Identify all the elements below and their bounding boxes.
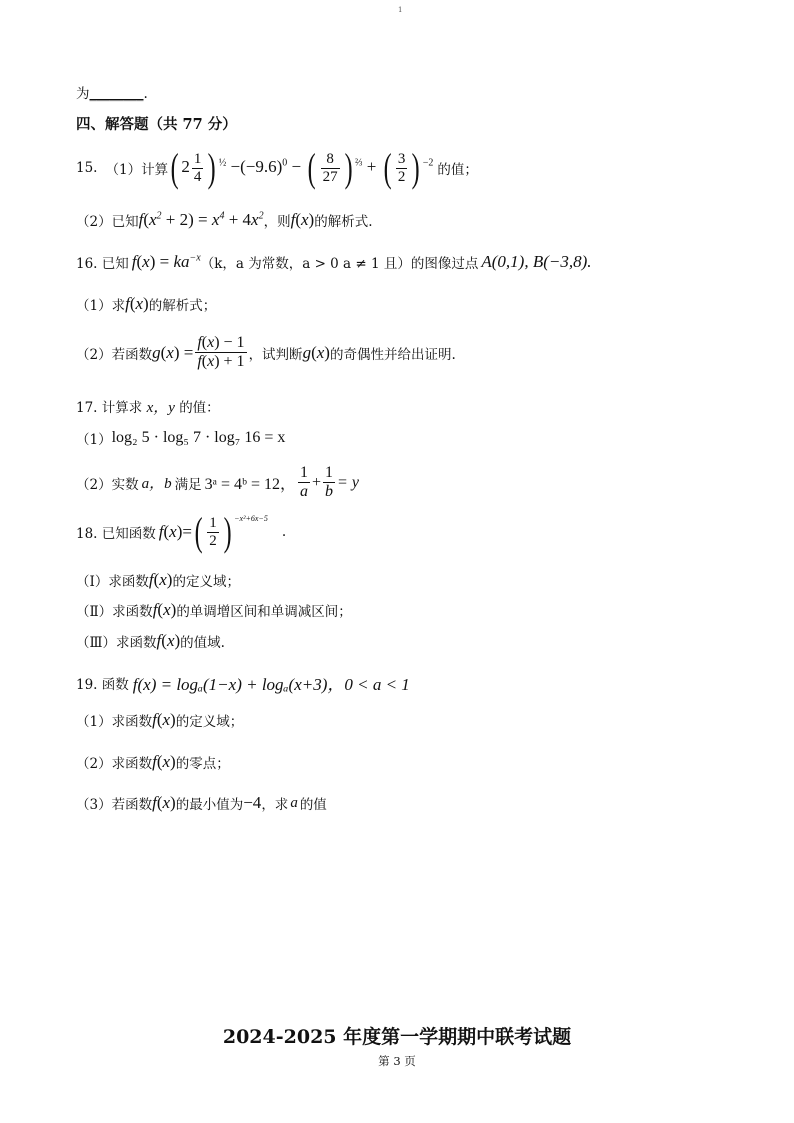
q17-intro [76, 396, 220, 417]
q19-part1-suffix: 的定义域； [175, 714, 244, 730]
q18-exponent: −x²+6x−5 [234, 514, 268, 523]
q16-part2-gx: g(x) = [152, 342, 194, 362]
q17-part2-end: = y [337, 473, 359, 491]
q18-part2-suffix: 的单调增区间和单调减区间； [176, 604, 352, 620]
q17-part2-equation: 3ᵃ = 4ᵇ = 12， [204, 476, 296, 493]
q18-part2-label: （Ⅱ）求函数 [76, 604, 153, 620]
q19-part2-label: （2）求函数 [76, 756, 153, 772]
header-mark: 1 [398, 6, 403, 14]
q15-part1-suffix: 的值； [437, 162, 478, 178]
q19-expression: f(x) = logₐ(1−x) + logₐ(x+3)，0 < a < 1 [132, 675, 410, 694]
q16-part1 [76, 294, 216, 314]
q19-part2 [76, 752, 230, 772]
q16-function: $f(x) = ka^{-x}$ [131, 252, 201, 271]
q16-points: A(0,1), B(−3,8). [481, 252, 592, 271]
q16-part2-suffix: ，试判断 [248, 346, 303, 363]
q17-part1 [76, 428, 285, 448]
q19-intro [76, 670, 410, 695]
q19-part3-fx: f(x) [152, 793, 176, 812]
q17-intro-suffix: 的值： [179, 400, 220, 416]
footer-title: 2024-2025 年度第一学期期中联考试题 [222, 1026, 572, 1048]
q18-right-paren: ) [223, 509, 232, 554]
q17-part2-frac-b: $\frac{1}{b}$ [325, 464, 334, 500]
q19-part3-var: a [290, 794, 298, 811]
q18-part3-suffix: 的值域. [180, 635, 225, 651]
q15-part2 [76, 210, 373, 230]
q19-intro-label: 19. 函数 [76, 676, 129, 693]
q16-part2-gx-ref: g(x) [302, 342, 330, 362]
q16-part2-label: （2）若函数 [76, 346, 153, 363]
q17-part1-label: （1） [76, 432, 112, 448]
q18-part2-fx: f(x) [152, 600, 177, 619]
q16-part2-end: 的奇偶性并给出证明. [329, 346, 456, 363]
q17-part1-expression: log₂ 5 · log₅ 7 · log₇ 16 = x [111, 429, 286, 446]
q18-part3 [76, 631, 225, 651]
q17-part2-label: （2）实数 [76, 476, 139, 493]
q18-part3-label: （Ⅲ）求函数 [76, 635, 157, 651]
q17-intro-vars: x，y [146, 400, 175, 416]
q18-part3-fx: f(x) [156, 631, 181, 650]
q16-part1-label: （1）求 [76, 298, 126, 314]
q17-intro-label: 17. 计算求 [76, 400, 143, 416]
q18-part2 [76, 600, 352, 620]
q19-part1-label: （1）求函数 [76, 714, 153, 730]
intro-blank: ________ [89, 86, 144, 102]
q18-part1 [76, 570, 240, 590]
q16-part2-fraction: $\frac{f(x) - 1}{f(x) + 1}$ [197, 334, 245, 370]
q19-part1-fx: f(x) [152, 710, 176, 729]
q18-intro-label: 18. 已知函数 [76, 526, 156, 542]
q15-part2-mid: ，则 [263, 214, 291, 230]
q17-part2-vars: a，b [141, 476, 172, 492]
q16-condition: （k，a 为常数，a > 0 a ≠ 1 且）的图像过点 [200, 256, 479, 272]
q17-part2-plus: + [312, 473, 322, 491]
q15-part1-label: （1）计算 [105, 162, 169, 178]
q17-part2 [76, 464, 359, 501]
q18-part1-fx: f(x) [148, 570, 173, 589]
q17-part2-frac-a: $\frac{1}{a}$ [300, 464, 308, 500]
intro-line [76, 82, 148, 102]
q18-base-fraction: $\frac{1}{2}$ [209, 514, 217, 549]
q19-part3-mid: 的最小值为 [175, 797, 244, 813]
q18-part1-suffix: 的定义域； [172, 574, 240, 590]
q19-part1 [76, 710, 243, 730]
q19-part3-label: （3）若函数 [76, 797, 153, 813]
q15-part1 [76, 145, 478, 190]
q16-part1-suffix: 的解析式； [148, 298, 217, 314]
q16-intro [76, 252, 592, 272]
footer-page: 第 3 页 [378, 1054, 416, 1068]
section-title: 四、解答题（共 77 分） [76, 116, 237, 133]
q16-number: 16. 已知 [76, 256, 129, 272]
q19-part2-fx: f(x) [152, 752, 176, 771]
q15-part1-expression: ( 2 $\frac{1}{4}$ ) $^{\frac{1}{2}} -(-9.6)^0$ − ( $\frac{8}{27}$ ) $^{\frac{2}{3}}$ + ( $\frac{3}{2}$ ) $^{-2}$ [170, 145, 434, 190]
q19-part2-suffix: 的零点； [175, 756, 230, 772]
q18-part1-label: （Ⅰ）求函数 [76, 574, 149, 590]
q15-part2-label: （2）已知 [76, 214, 139, 230]
q16-part1-fx: f(x) [125, 294, 149, 313]
q19-part3 [76, 793, 327, 813]
q19-part3-end: ，求 [261, 797, 289, 813]
q18-function: f(x)= [158, 522, 192, 541]
q16-part2 [76, 334, 456, 371]
q18-intro [76, 509, 287, 554]
q17-part2-mid: 满足 [174, 476, 202, 493]
q15-part2-fx: f(x) [290, 210, 315, 229]
q19-part3-value: −4 [243, 793, 262, 812]
q19-part3-tail: 的值 [299, 797, 327, 813]
q15-part2-suffix: 的解析式. [314, 214, 373, 230]
q18-left-paren: ( [194, 509, 203, 554]
intro-prefix: 为 [76, 86, 90, 102]
intro-suffix: . [143, 86, 148, 102]
q15-part2-equation: $f(x^2 + 2) = x^4 + 4x^2$ [138, 210, 264, 229]
q15-number: 15. [76, 160, 98, 176]
q18-end: . [281, 524, 287, 540]
